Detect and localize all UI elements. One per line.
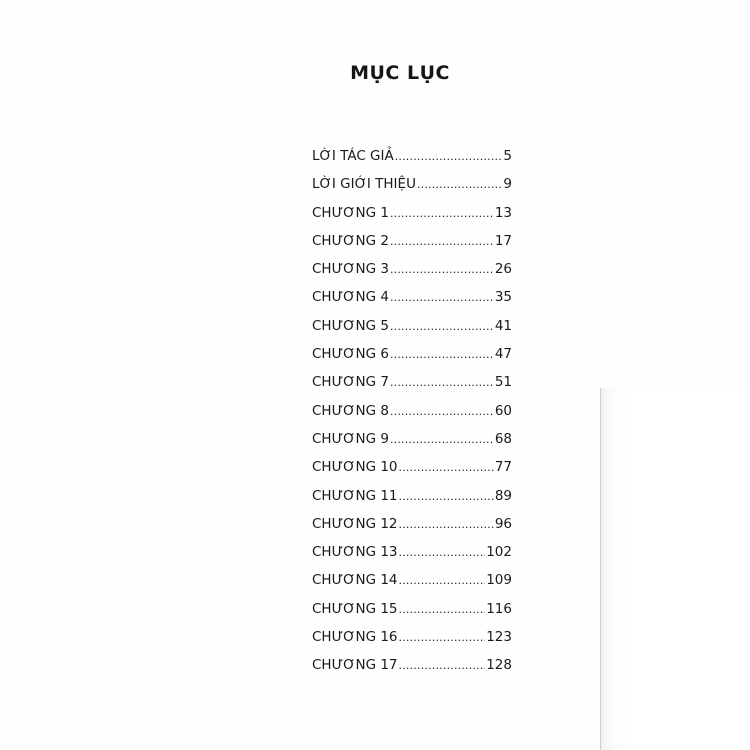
dot-leader <box>399 542 486 564</box>
toc-entry-page: 123 <box>486 629 512 646</box>
toc-entry <box>312 286 512 314</box>
dot-leader <box>399 627 486 649</box>
toc-entry-label: CHƯƠNG 8 <box>312 402 389 419</box>
dot-leader <box>399 457 494 479</box>
toc-entry-page: 35 <box>494 289 512 306</box>
toc-entry <box>312 173 512 201</box>
dot-leader <box>399 570 486 592</box>
toc-entry-page: 109 <box>486 572 512 589</box>
toc-entry <box>312 230 512 258</box>
toc-entry-label: CHƯƠNG 9 <box>312 430 389 447</box>
toc-entry-label: CHƯƠNG 10 <box>312 459 398 476</box>
dot-leader <box>395 146 503 168</box>
toc-entry <box>312 626 512 654</box>
toc-entry-page: 17 <box>494 232 512 249</box>
toc-entry-page: 9 <box>503 176 512 193</box>
dot-leader <box>390 203 494 225</box>
toc-entry <box>312 202 512 230</box>
toc-entry-label: CHƯƠNG 6 <box>312 346 389 363</box>
toc-entry <box>312 569 512 597</box>
toc-entry <box>312 541 512 569</box>
toc-entry-label: CHƯƠNG 11 <box>312 487 398 504</box>
toc-entry-page: 89 <box>494 487 512 504</box>
dot-leader <box>390 429 494 451</box>
dot-leader <box>390 401 494 423</box>
toc-entry-page: 128 <box>486 657 512 674</box>
toc-entry-label: LỜI GIỚI THIỆU <box>312 176 416 193</box>
toc-entry-page: 51 <box>494 374 512 391</box>
dot-leader <box>417 174 502 196</box>
table-of-contents <box>312 145 512 683</box>
scan-shadow <box>600 388 750 750</box>
toc-entry-page: 77 <box>494 459 512 476</box>
toc-entry-label: CHƯƠNG 7 <box>312 374 389 391</box>
dot-leader <box>390 344 494 366</box>
dot-leader <box>390 287 494 309</box>
toc-entry <box>312 343 512 371</box>
dot-leader <box>399 599 486 621</box>
toc-entry-page: 5 <box>503 148 512 164</box>
toc-entry-page: 102 <box>486 544 512 561</box>
dot-leader <box>399 514 494 536</box>
toc-entry-label: CHƯƠNG 15 <box>312 600 398 617</box>
toc-entry-label: CHƯƠNG 3 <box>312 261 389 278</box>
toc-entry <box>312 145 512 173</box>
dot-leader <box>390 372 494 394</box>
dot-leader <box>399 486 494 508</box>
toc-entry-label: CHƯƠNG 13 <box>312 544 398 561</box>
toc-entry-label: CHƯƠNG 5 <box>312 317 389 334</box>
toc-entry <box>312 428 512 456</box>
toc-entry <box>312 654 512 682</box>
toc-entry-page: 116 <box>486 600 512 617</box>
toc-entry-label: CHƯƠNG 17 <box>312 657 398 674</box>
page-edge-line <box>600 388 601 750</box>
toc-entry-page: 13 <box>494 204 512 221</box>
dot-leader <box>390 316 494 338</box>
toc-entry-page: 60 <box>494 402 512 419</box>
toc-entry <box>312 598 512 626</box>
toc-entry-label: CHƯƠNG 4 <box>312 289 389 306</box>
toc-entry-label: CHƯƠNG 16 <box>312 629 398 646</box>
toc-entry-label: LỜI TÁC GIẢ <box>312 148 394 164</box>
dot-leader <box>390 231 494 253</box>
page-title: MỤC LỤC <box>350 62 450 84</box>
toc-entry <box>312 513 512 541</box>
toc-entry-page: 47 <box>494 346 512 363</box>
toc-entry-page: 26 <box>494 261 512 278</box>
toc-entry-label: CHƯƠNG 12 <box>312 515 398 532</box>
toc-entry <box>312 485 512 513</box>
toc-entry <box>312 371 512 399</box>
toc-entry <box>312 258 512 286</box>
toc-entry <box>312 456 512 484</box>
toc-entry-label: CHƯƠNG 1 <box>312 204 389 221</box>
toc-entry <box>312 400 512 428</box>
toc-entry-label: CHƯƠNG 2 <box>312 232 389 249</box>
toc-entry-page: 68 <box>494 430 512 447</box>
toc-entry-label: CHƯƠNG 14 <box>312 572 398 589</box>
toc-entry-page: 96 <box>494 515 512 532</box>
dot-leader <box>390 259 494 281</box>
toc-entry-page: 41 <box>494 317 512 334</box>
dot-leader <box>399 655 486 677</box>
toc-entry <box>312 315 512 343</box>
